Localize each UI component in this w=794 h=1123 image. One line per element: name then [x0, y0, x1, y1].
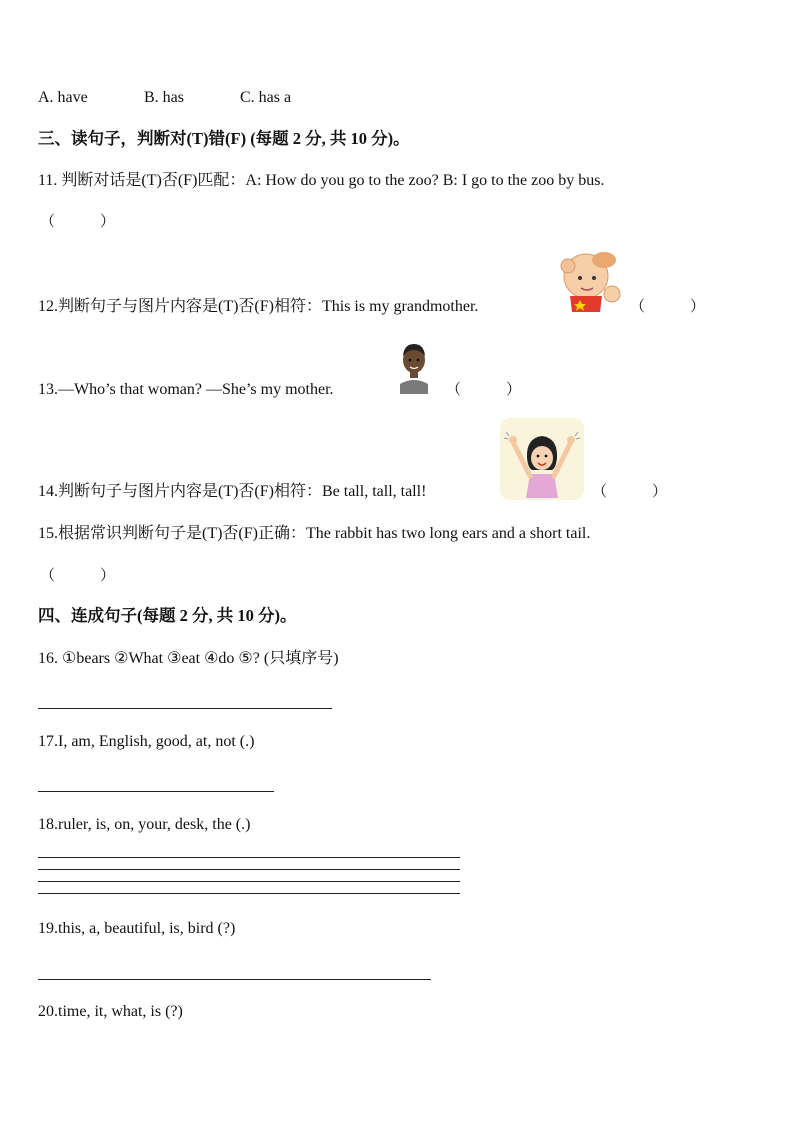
answer-paren: （ ）	[630, 299, 706, 315]
q12-text: 12.判断句子与图片内容是(T)否(F)相符：This is my grandmother.	[38, 298, 479, 315]
q13-answer-paren[interactable]	[446, 380, 521, 400]
q20-text: 20.time, it, what, is (?)	[38, 1003, 183, 1020]
q15-text: 15.根据常识判断句子是(T)否(F)正确：The rabbit has two long ears and a short tail.	[38, 525, 591, 542]
section3-heading: 三、读句子，判断对(T)错(F) (每题 2 分, 共 10 分)。	[38, 129, 410, 148]
girl-arms-raised-icon	[500, 418, 584, 500]
option-a: A. have	[38, 89, 88, 106]
section4-heading: 四、连成句子(每题 2 分, 共 10 分)。	[38, 606, 297, 625]
answer-paren: （ ）	[446, 382, 522, 398]
q18-answer-line-3[interactable]	[38, 881, 460, 882]
q13-text: 13.—Who’s that woman? —She’s my mother.	[38, 381, 334, 398]
option-b: B. has	[144, 89, 184, 106]
q17-text: 17.I, am, English, good, at, not (.)	[38, 733, 255, 750]
answer-paren: （ ）	[40, 568, 116, 584]
q18-answer-line-1[interactable]	[38, 857, 460, 858]
answer-paren: （ ）	[40, 214, 116, 230]
q19-answer-line[interactable]	[38, 979, 431, 980]
q14-answer-paren[interactable]	[592, 482, 667, 502]
q10-options	[38, 88, 291, 108]
q14-text: 14.判断句子与图片内容是(T)否(F)相符：Be tall, tall, tall!	[38, 483, 427, 500]
q16-text: 16. ①bears ②What ③eat ④do ⑤? (只填序号)	[38, 650, 339, 667]
q19-text: 19.this, a, beautiful, is, bird (?)	[38, 920, 236, 937]
q11-answer-paren[interactable]	[40, 212, 115, 232]
answer-paren: （ ）	[592, 484, 668, 500]
q11-text: 11. 判断对话是(T)否(F)匹配：A: How do you go to the zoo? B: I go to the zoo by bus.	[38, 172, 605, 189]
man-portrait-icon	[396, 340, 432, 394]
q18-answer-line-4[interactable]	[38, 893, 460, 894]
q18-answer-line-2[interactable]	[38, 869, 460, 870]
q17-answer-line[interactable]	[38, 791, 274, 792]
q15-answer-paren[interactable]	[40, 566, 115, 586]
q16-answer-line[interactable]	[38, 708, 332, 709]
baby-waving-icon	[556, 248, 626, 314]
q12-answer-paren[interactable]	[630, 297, 705, 317]
option-c: C. has a	[240, 89, 292, 106]
q18-text: 18.ruler, is, on, your, desk, the (.)	[38, 816, 251, 833]
